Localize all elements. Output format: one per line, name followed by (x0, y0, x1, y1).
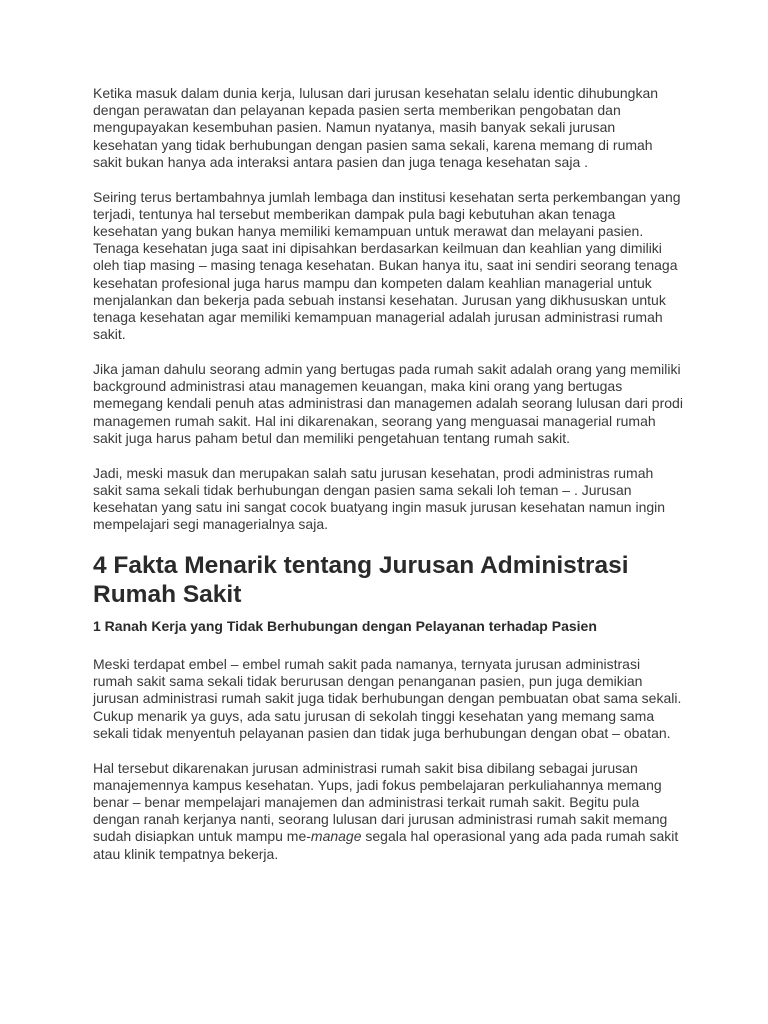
section-title: 4 Fakta Menarik tentang Jurusan Administrasi Rumah Sakit (93, 552, 629, 609)
paragraph-growth: Seiring terus bertambahnya jumlah lembaga dan institusi kesehatan serta perkembangan yang terjadi, tentunya hal tersebut memberikan dampak pula bagi kebutuhan akan tenaga kesehatan yang bukan hanya memiliki kemampuan untuk merawat dan melayani pasien. Tenaga kesehatan juga saat ini dipisahkan berdasarkan keilmuan dan keahlian yang dimiliki oleh tiap masing – masing tenaga kesehatan. Bukan hanya itu, saat ini sendiri seorang tenaga kesehatan profesional juga harus mampu dan kompeten dalam keahlian managerial untuk menjalankan dan bekerja pada sebuah instansi kesehatan. Jurusan yang dikhususkan untuk tenaga kesehatan agar memiliki kemampuan managerial adalah jurusan administrasi rumah sakit. (93, 188, 681, 343)
paragraph-intro: Ketika masuk dalam dunia kerja, lulusan dari jurusan kesehatan selalu identic dihubungkan dengan perawatan dan pelayanan kepada pasien serta memberikan pengobatan dan mengupayakan kesembuhan pasien. Namun nyatanya, masih banyak sekali jurusan kesehatan yang tidak berhubungan dengan pasien sama sekali, karena memang di rumah sakit bukan hanya ada interaksi antara pasien dan juga tenaga kesehatan saja . (93, 85, 659, 170)
paragraph-fact-1: Meski terdapat embel – embel rumah sakit pada namanya, ternyata jurusan administrasi rumah sakit sama sekali tidak berurusan dengan penanganan pasien, pun juga demikian jurusan administrasi rumah sakit juga tidak berhubungan dengan pembuatan obat sama sekali. Cukup menarik ya guys, ada satu jurusan di sekolah tinggi kesehatan yang memang sama sekali tidak menyentuh pelayanan pasien dan tidak juga berhubungan dengan obat – obatan. (93, 656, 682, 741)
document-page (93, 85, 683, 863)
subsection-title: 1 Ranah Kerja yang Tidak Berhubungan dengan Pelayanan terhadap Pasien (93, 618, 597, 635)
paragraph-fact-1-detail (93, 760, 683, 863)
paragraph-text-before: Hal tersebut dikarenakan jurusan administrasi rumah sakit bisa dibilang sebagai jurusan manajemennya kampus kesehatan. Yups, jadi fokus pembelajaran perkuliahannya memang benar – benar mempelajari manajemen dan administrasi terkait rumah sakit. Begitu pula dengan ranah kerjanya nanti, seorang lulusan dari jurusan administrasi rumah sakit memang sudah disiapkan untuk mampu me- (93, 759, 668, 845)
paragraph-admin: Jika jaman dahulu seorang admin yang bertugas pada rumah sakit adalah orang yang memiliki background administrasi atau managemen keuangan, maka kini orang yang bertugas memegang kendali penuh atas administrasi dan managemen adalah seorang lulusan dari prodi managemen rumah sakit. Hal ini dikarenakan, seorang yang menguasai managerial rumah sakit juga harus paham betul dan memiliki pengetahuan tentang rumah sakit. (93, 361, 683, 446)
emphasis-manage: manage (310, 828, 362, 845)
paragraph-conclusion: Jadi, meski masuk dan merupakan salah satu jurusan kesehatan, prodi administras rumah sakit sama sekali tidak berhubungan dengan pasien sama sekali loh teman – . Jurusan kesehatan yang satu ini sangat cocok buatyang ingin masuk jurusan kesehatan namun ingin mempelajari segi managerialnya saja. (93, 464, 666, 533)
paragraph-text-after: segala hal operasional yang ada pada rumah sakit atau klinik tempatnya bekerja. (93, 828, 679, 862)
